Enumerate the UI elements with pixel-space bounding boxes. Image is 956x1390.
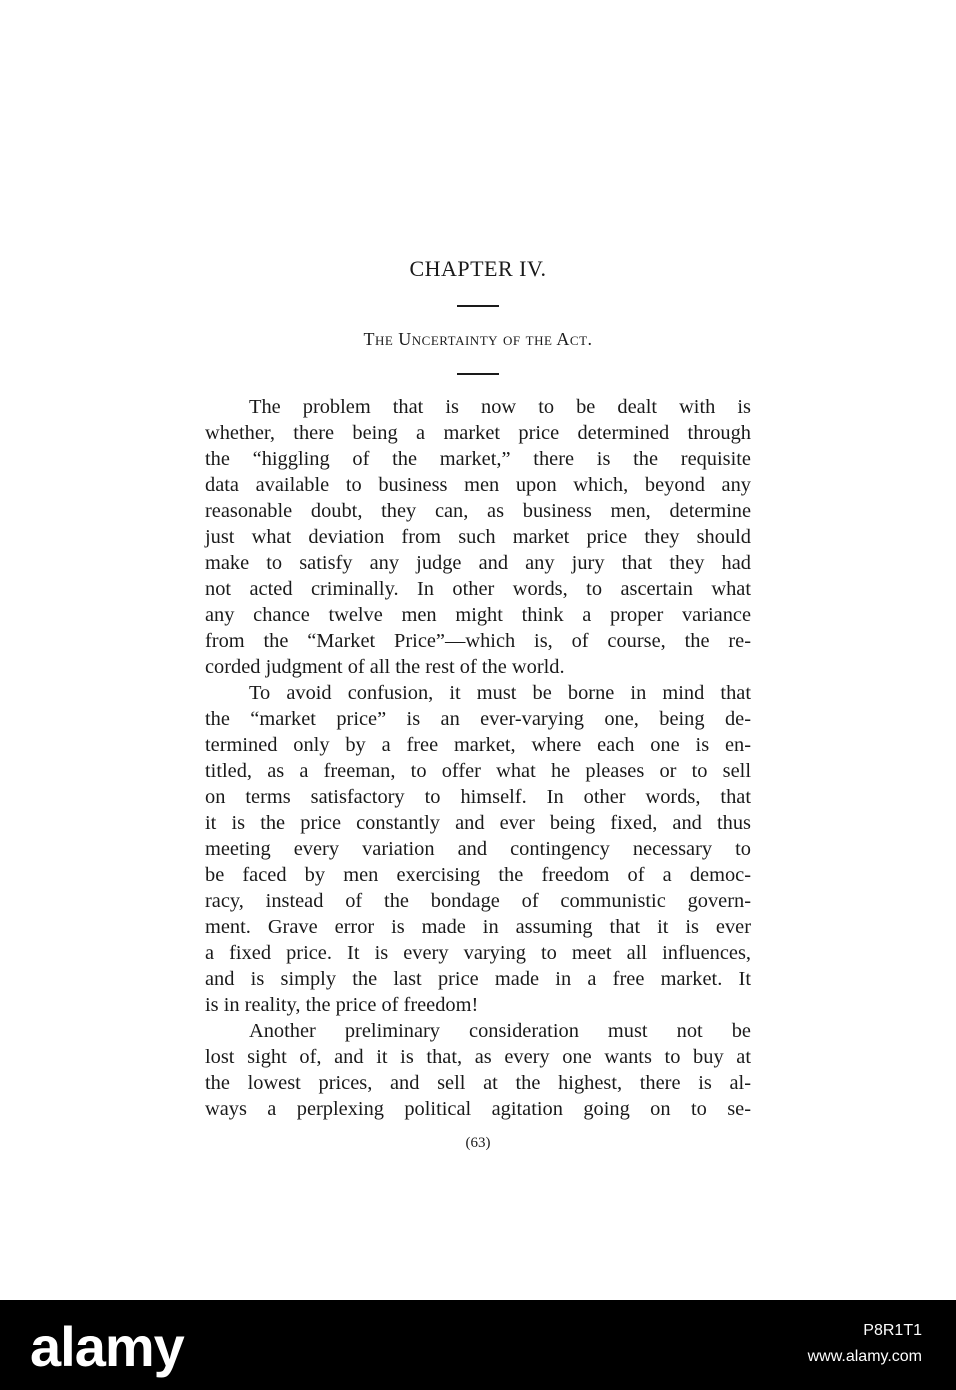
text-line: whether, there being a market price determined through <box>205 422 751 444</box>
chapter-title: CHAPTER IV. <box>409 256 547 281</box>
text-line: from the “Market Price”—which is, of course, the re- <box>205 630 751 652</box>
footer-url: www.alamy.com <box>807 1348 922 1365</box>
text-line: To avoid confusion, it must be borne in mind that <box>249 682 751 704</box>
text-line: and is simply the last price made in a free market. It <box>205 968 751 990</box>
text-line: titled, as a freeman, to offer what he pleases or to sell <box>205 760 751 782</box>
text-line: meeting every variation and contingency necessary to <box>205 838 751 860</box>
text-line: the “market price” is an ever-varying one, being de- <box>205 708 751 730</box>
text-line: the “higgling of the market,” there is the requisite <box>205 448 751 470</box>
text-line: a fixed price. It is every varying to meet all influences, <box>205 942 751 964</box>
section-title: The Uncertainty of the Act. <box>363 329 593 349</box>
text-line: ment. Grave error is made in assuming that it is ever <box>205 916 751 938</box>
text-line: just what deviation from such market price they should <box>205 526 751 548</box>
text-line: The problem that is now to be dealt with is <box>249 396 751 418</box>
alamy-logo: alamy <box>30 1315 184 1378</box>
text-line: not acted criminally. In other words, to ascertain what <box>205 578 751 600</box>
text-line: corded judgment of all the rest of the world. <box>205 656 565 678</box>
text-line: any chance twelve men might think a proper variance <box>205 604 751 626</box>
body-text <box>205 394 751 1122</box>
divider-rule-top <box>457 305 499 307</box>
text-line: Another preliminary consideration must not be <box>249 1020 751 1042</box>
text-line: is in reality, the price of freedom! <box>205 994 479 1016</box>
text-line: racy, instead of the bondage of communistic govern- <box>205 890 751 912</box>
text-line: data available to business men upon which, beyond any <box>205 474 751 496</box>
text-line: reasonable doubt, they can, as business men, determine <box>205 500 751 522</box>
text-line: termined only by a free market, where each one is en- <box>205 734 751 756</box>
text-line: lost sight of, and it is that, as every one wants to buy at <box>205 1046 751 1068</box>
text-line: ways a perplexing political agitation going on to se- <box>205 1098 751 1120</box>
text-line: be faced by men exercising the freedom of a democ- <box>205 864 751 886</box>
watermark-footer <box>0 1300 956 1390</box>
divider-rule-bottom <box>457 373 499 375</box>
text-line: on terms satisfactory to himself. In other words, that <box>205 786 751 808</box>
text-line: it is the price constantly and ever being fixed, and thus <box>205 812 751 834</box>
page-number: (63) <box>465 1135 491 1151</box>
text-line: make to satisfy any judge and any jury that they had <box>205 552 751 574</box>
image-code: P8R1T1 <box>863 1322 922 1339</box>
text-line: the lowest prices, and sell at the highest, there is al- <box>205 1072 751 1094</box>
